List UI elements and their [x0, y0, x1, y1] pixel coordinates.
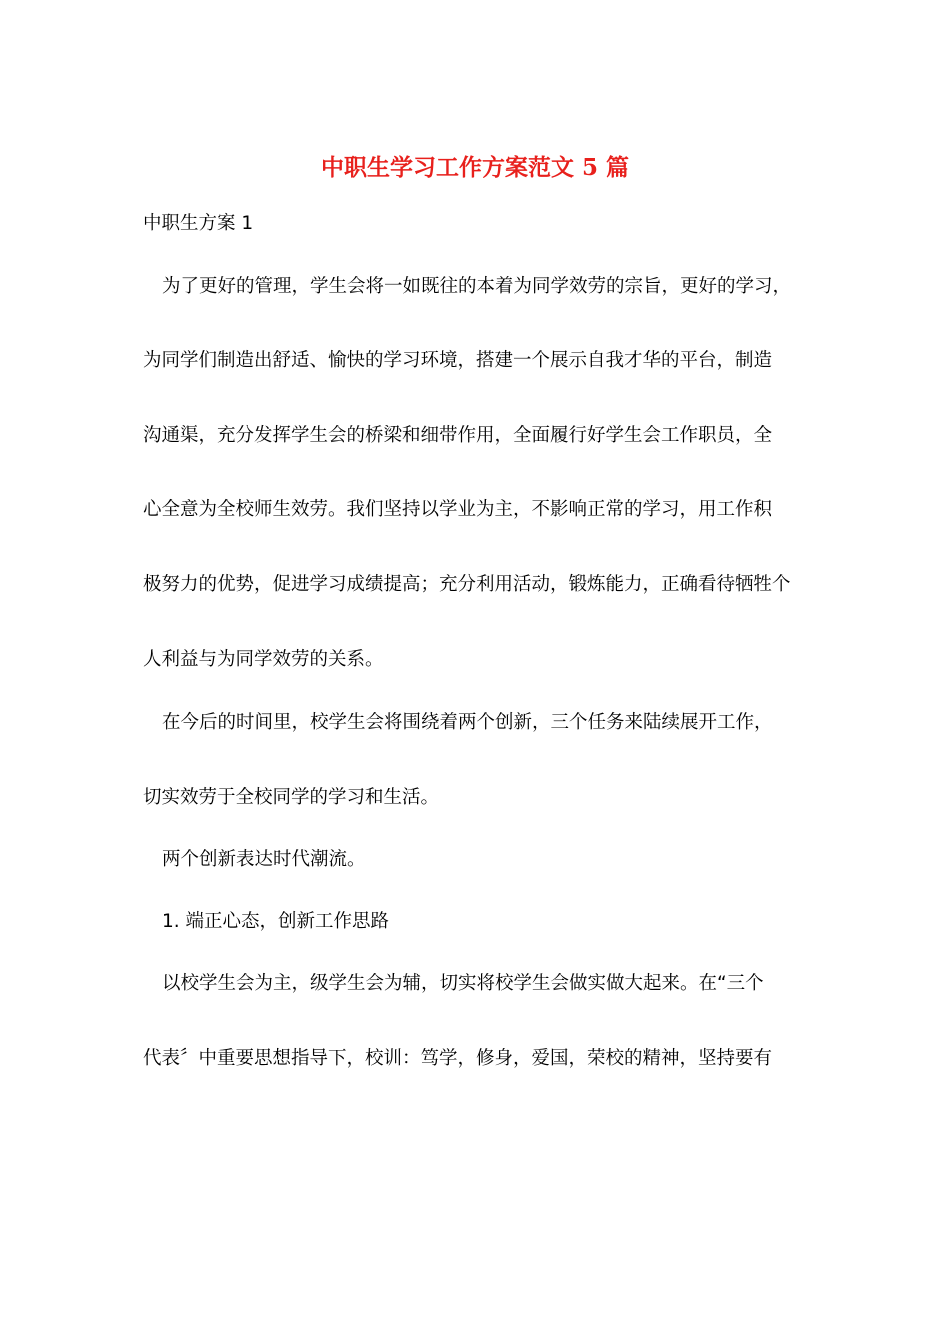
list-item-heading: 1. 端正心态，创新工作思路	[162, 911, 390, 932]
paragraph-line: 在今后的时间里，校学生会将围绕着两个创新，三个任务来陆续展开工作，	[162, 712, 773, 733]
paragraph-line: 为同学们制造出舒适、愉快的学习环境，搭建一个展示自我才华的平台，制造	[143, 350, 773, 371]
paragraph-line: 为了更好的管理，学生会将一如既往的本着为同学效劳的宗旨，更好的学习，	[162, 276, 792, 297]
paragraph-line: 极努力的优势，促进学习成绩提高；充分利用活动，锻炼能力，正确看待牺牲个	[143, 574, 791, 595]
paragraph-line: 沟通渠，充分发挥学生会的桥梁和细带作用，全面履行好学生会工作职员，全	[143, 425, 773, 446]
paragraph-line: 人利益与为同学效劳的关系。	[143, 649, 384, 670]
paragraph-line: 心全意为全校师生效劳。我们坚持以学业为主，不影响正常的学习，用工作积	[143, 499, 773, 520]
paragraph-line: 切实效劳于全校同学的学习和生活。	[143, 787, 440, 808]
section-heading: 中职生方案 1	[143, 213, 254, 234]
paragraph-line: 以校学生会为主，级学生会为辅，切实将校学生会做实做大起来。在“三个	[162, 973, 764, 994]
document-title: 中职生学习工作方案范文 5 篇	[320, 154, 630, 181]
paragraph-line: 代表〞中重要思想指导下，校训：笃学，修身，爱国，荣校的精神，坚持要有	[143, 1048, 773, 1069]
paragraph-line: 两个创新表达时代潮流。	[162, 849, 366, 870]
